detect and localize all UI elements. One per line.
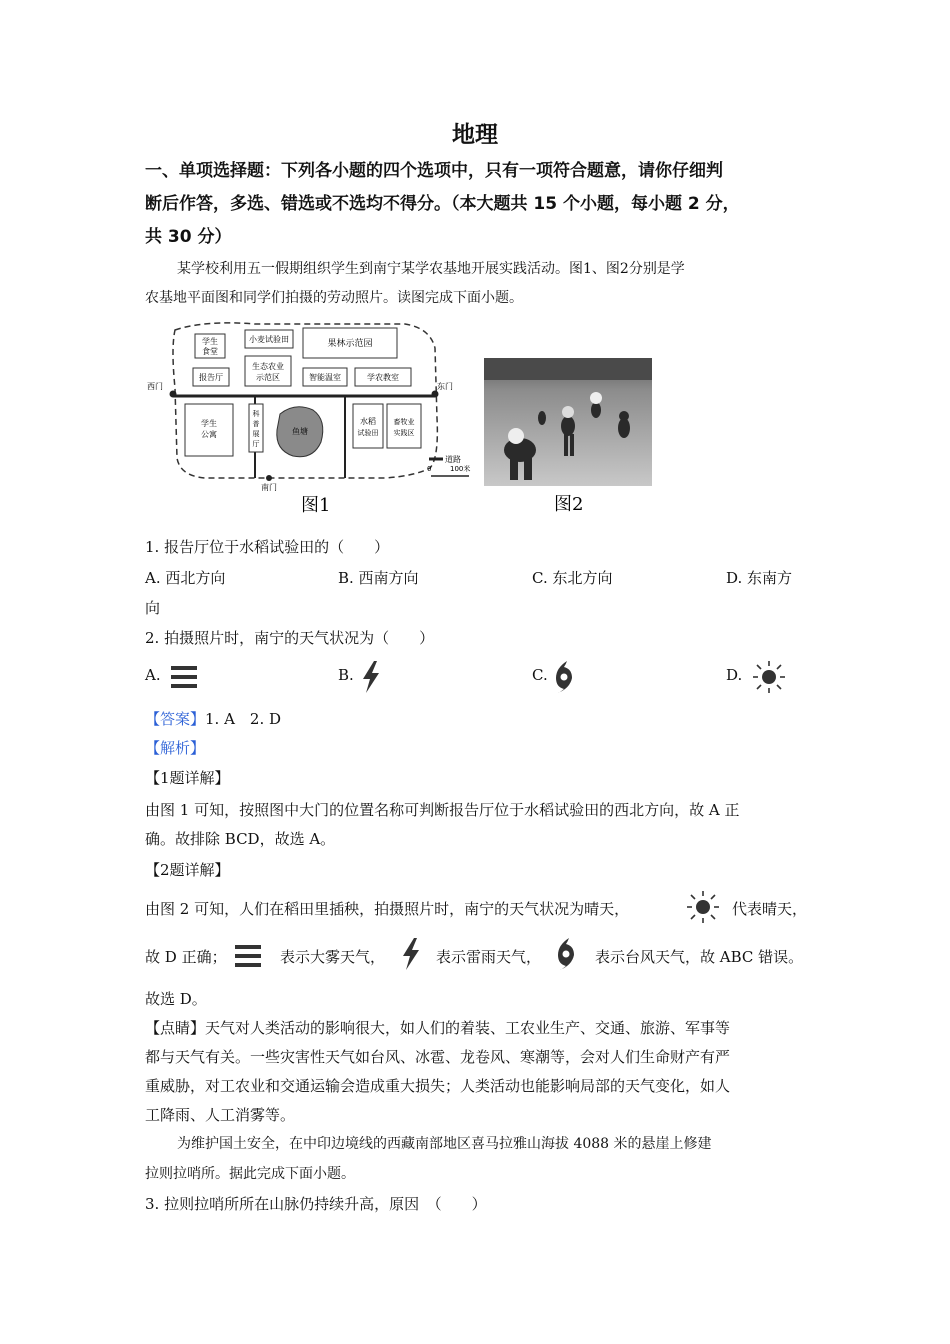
scale-zero: 0 [427,465,432,473]
pond-label: 鱼塘 [292,427,308,436]
q2-option-b: B. [338,666,354,684]
rice-label: 水稻 [360,417,376,426]
q1-option-d: D. 东南方 [726,569,793,587]
livestock-label: 畜牧业 [393,418,415,426]
detail-2-line-2b: 表示大雾天气， [280,948,386,966]
science-label-4: 厅 [252,440,260,448]
tip-line-2: 都与天气有关。一些灾害性天气如台风、冰雹、龙卷风、寒潮等，会对人们生命财产有严 [145,1048,731,1066]
fog-icon [170,664,198,690]
science-label-2: 普 [252,420,260,428]
livestock-block [387,404,421,448]
section-heading-line-1: 一、单项选择题：下列各小题的四个选项中，只有一项符合题意，请你仔细判 [145,161,723,181]
tip-tag: 【点睛】 [145,1019,206,1037]
base-map-figure [145,318,495,518]
q1-option-a: A. 西北方向 [145,569,226,587]
smart-label: 智能温室 [309,373,341,382]
answer-line [145,704,815,734]
thunder-icon-inline [400,937,422,971]
detail-2-line-2c: 表示雷雨天气， [436,948,542,966]
answer-tag: 【答案】 [145,710,206,728]
sunny-icon-inline [686,890,720,924]
section-heading-line-2: 断后作答，多选、错选或不选均不得分。（本大题共 15 个小题，每小题 2 分， [145,194,740,214]
science-label-3: 展 [252,430,260,438]
intro2-line-2: 拉则拉哨所。据此完成下面小题。 [145,1166,355,1182]
sunny-icon [752,660,786,694]
wheat-label: 小麦试验田 [249,335,289,344]
rice-block [353,404,383,448]
eco-label-2: 示范区 [256,373,280,382]
thunder-icon [360,660,382,694]
typhoon-icon [552,660,576,694]
q2-option-a: A. [145,666,161,684]
east-gate-dot [432,391,439,398]
detail-1-line-2: 确。故排除 BCD，故选 A。 [145,830,336,848]
tip-text-1: 天气对人类活动的影响很大，如人们的着装、工农业生产、交通、旅游、军事等 [205,1019,731,1037]
q2-option-d: D. [726,666,743,684]
eco-label: 生态农业 [252,362,284,371]
figure2-caption: 图2 [554,494,584,515]
fog-icon-inline [234,943,262,969]
scale-hundred: 100米 [450,465,471,473]
question-3-stem: 3. 拉则拉哨所所在山脉仍持续升高，原因 （ ） [145,1195,487,1213]
typhoon-icon-inline [554,937,578,971]
q1-option-c: C. 东北方向 [532,569,613,587]
answer-text: 1. A 2. D [205,710,282,728]
rice-label-2: 试验田 [357,429,379,437]
detail-1-line-1: 由图 1 可知，按照图中大门的位置名称可判断报告厅位于水稻试验田的西北方向，故 A 正 [145,801,740,819]
detail-2-line-3: 故选 D。 [145,990,207,1008]
livestock-label-2: 实践区 [393,429,415,437]
detail-2-line-1a: 由图 2 可知，人们在稻田里插秧，拍摄照片时，南宁的天气状况为晴天， [145,900,630,918]
science-label: 科 [252,410,260,418]
canteen-label-2: 食堂 [202,347,218,356]
hall-label: 报告厅 [199,373,223,382]
analysis-tag: 【解析】 [145,739,206,757]
question-1-stem: 1. 报告厅位于水稻试验田的（ ） [145,538,390,556]
page-title: 地理 [452,122,498,148]
intro2-line-1: 为维护国土安全，在中印边境线的西藏南部地区喜马拉雅山海拔 4088 米的悬崖上修建 [177,1136,712,1152]
photo-figure [484,358,654,516]
section-heading-line-3: 共 30 分） [145,227,232,247]
q1-option-d-wrap: 向 [145,599,161,617]
tip-line-3: 重威胁，对工农业和交通运输会造成重大损失；人类活动也能影响局部的天气变化，如人 [145,1077,731,1095]
dorm-label: 学生 [201,419,217,428]
orchard-label: 果林示范园 [327,339,373,349]
dorm-label-2: 公寓 [201,430,217,439]
detail-2-line-2d: 表示台风天气，故 ABC 错误。 [595,948,804,966]
tip-line-4: 工降雨、人工消雾等。 [145,1106,296,1124]
intro-line-1: 某学校利用五一假期组织学生到南宁某学农基地开展实践活动。图1、图2分别是学 [177,261,685,277]
detail-2-line-2a: 故 D 正确； [145,948,227,966]
west-gate-label: 西门 [147,382,163,391]
east-gate-label: 东门 [437,382,453,391]
canteen-label: 学生 [202,337,218,346]
west-gate-dot [170,391,177,398]
photo-treeline [484,358,652,380]
detail-1-tag: 【1题详解】 [145,769,230,787]
q2-option-c: C. [532,666,548,684]
south-gate-dot [266,475,272,481]
figure1-caption: 图1 [301,495,331,516]
south-gate-label: 南门 [261,483,277,492]
question-2-stem: 2. 拍摄照片时，南宁的天气状况为（ ） [145,629,435,647]
detail-2-tag: 【2题详解】 [145,861,230,879]
tip-line-1 [145,1013,815,1043]
classroom-label: 学农教室 [367,373,399,382]
road-legend-label: 道路 [445,455,461,464]
detail-2-line-1b: 代表晴天， [732,900,808,918]
q1-option-b: B. 西南方向 [338,569,419,587]
intro-line-2: 农基地平面图和同学们拍摄的劳动照片。读图完成下面小题。 [145,290,523,306]
